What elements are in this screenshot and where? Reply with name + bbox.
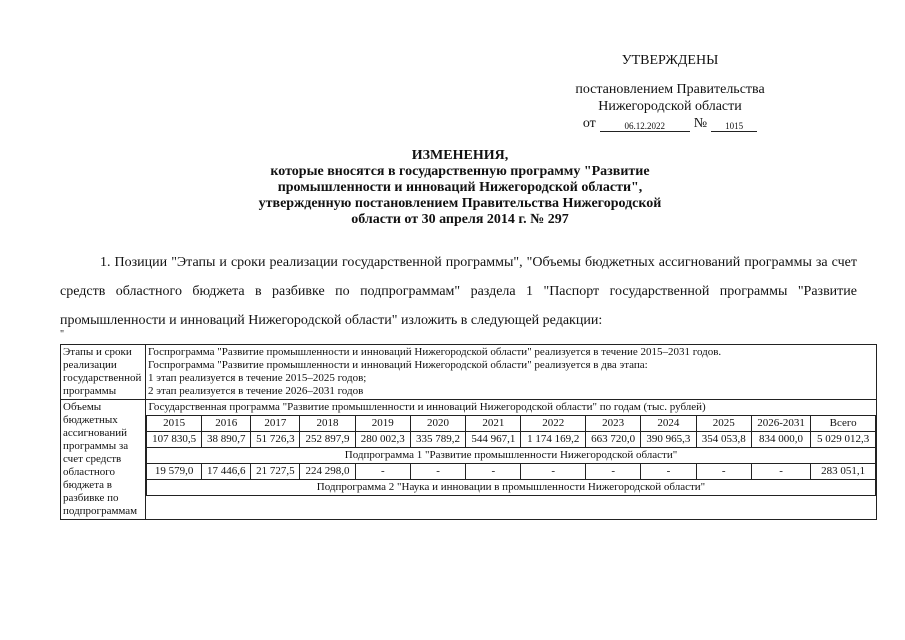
budget-header: Государственная программа "Развитие промышленности и инноваций Нижегородской области" по годам (тыс. рублей) — [147, 400, 876, 416]
heading-line5: области от 30 апреля 2014 г. № 297 — [351, 212, 569, 227]
year-cell: 2016 — [202, 416, 251, 432]
heading-line1: ИЗМЕНЕНИЯ, — [411, 148, 509, 163]
sub2-title: Подпрограмма 2 "Наука и инновации в промышленности Нижегородской области" — [147, 480, 876, 496]
approval-date-row — [560, 115, 780, 132]
sub1-cell: - — [410, 464, 465, 480]
budget-label: Объемы бюджетных ассигнований программы за счет средств областного бюджета в разбивке по подпрограммам — [61, 400, 146, 520]
total-cell: 544 967,1 — [466, 432, 521, 448]
year-cell: 2018 — [300, 416, 355, 432]
approval-number: 1015 — [711, 121, 757, 132]
total-cell: 107 830,5 — [147, 432, 202, 448]
sub1-cell: 19 579,0 — [147, 464, 202, 480]
budget-table — [146, 400, 876, 496]
stages-content — [146, 345, 877, 400]
year-cell: 2023 — [586, 416, 641, 432]
stages-text1: Госпрограмма "Развитие промышленности и инноваций Нижегородской области" реализуется в течение 2015–2031 годов. — [148, 346, 722, 358]
approval-title: УТВЕРЖДЕНЫ — [621, 53, 719, 68]
heading-line2: которые вносятся в государственную программу "Развитие — [270, 164, 650, 179]
sub1-title: Подпрограмма 1 "Развитие промышленности Нижегородской области" — [147, 448, 876, 464]
total-cell: 280 002,3 — [355, 432, 410, 448]
sub1-cell: 283 051,1 — [811, 464, 876, 480]
year-cell: 2019 — [355, 416, 410, 432]
sub1-cell: 21 727,5 — [251, 464, 300, 480]
sub1-cell: - — [586, 464, 641, 480]
budget-row — [61, 400, 877, 520]
heading-line3: промышленности и инноваций Нижегородской области", — [277, 180, 643, 195]
sub1-cell: - — [466, 464, 521, 480]
year-cell: 2022 — [521, 416, 586, 432]
years-row — [147, 416, 876, 432]
passport-table — [60, 344, 877, 520]
open-quote: " — [60, 329, 65, 340]
sub1-cell: - — [696, 464, 751, 480]
approval-date: 06.12.2022 — [600, 121, 690, 132]
stages-row — [61, 345, 877, 400]
total-cell: 390 965,3 — [641, 432, 696, 448]
approval-block — [560, 52, 780, 132]
total-cell: 252 897,9 — [300, 432, 355, 448]
budget-content — [146, 400, 877, 520]
heading-line4: утвержденную постановлением Правительства Нижегородской — [258, 196, 662, 211]
year-cell: 2017 — [251, 416, 300, 432]
year-cell: Всего — [811, 416, 876, 432]
total-cell: 5 029 012,3 — [811, 432, 876, 448]
sub1-cell: - — [641, 464, 696, 480]
paragraph-text: 1. Позиции "Этапы и сроки реализации государственной программы", "Объемы бюджетных ассигнований программы за счет средств областного бюджета в разбивке по подпрограммам" раздела 1 "Паспорт государственной программы "Развитие промышленности и инноваций Нижегородской области" изложить в следующей редакции: — [60, 255, 857, 328]
stages-text2: Госпрограмма "Развитие промышленности и инноваций Нижегородской области" реализуется в два этапа: — [148, 359, 648, 371]
stages-text4: 2 этап реализуется в течение 2026–2031 годов — [148, 385, 364, 397]
number-label: № — [693, 116, 708, 131]
sub1-row — [147, 464, 876, 480]
total-cell: 335 789,2 — [410, 432, 465, 448]
total-cell: 834 000,0 — [751, 432, 810, 448]
totals-row — [147, 432, 876, 448]
total-cell: 51 726,3 — [251, 432, 300, 448]
year-cell: 2021 — [466, 416, 521, 432]
stages-label: Этапы и сроки реализации государственной программы — [61, 345, 146, 400]
year-cell: 2024 — [641, 416, 696, 432]
total-cell: 663 720,0 — [586, 432, 641, 448]
year-cell: 2015 — [147, 416, 202, 432]
approval-line2: Нижегородской области — [598, 99, 742, 114]
year-cell: 2020 — [410, 416, 465, 432]
sub1-cell: - — [355, 464, 410, 480]
approval-line1: постановлением Правительства — [575, 82, 765, 97]
intro-paragraph — [60, 248, 857, 335]
sub1-cell: 17 446,6 — [202, 464, 251, 480]
total-cell: 1 174 169,2 — [521, 432, 586, 448]
sub1-cell: - — [521, 464, 586, 480]
total-cell: 38 890,7 — [202, 432, 251, 448]
sub1-cell: 224 298,0 — [300, 464, 355, 480]
stages-text3: 1 этап реализуется в течение 2015–2025 годов; — [148, 372, 367, 384]
sub1-cell: - — [751, 464, 810, 480]
year-cell: 2025 — [696, 416, 751, 432]
from-label: от — [582, 116, 596, 131]
year-cell: 2026-2031 — [751, 416, 810, 432]
document-heading — [225, 148, 695, 228]
total-cell: 354 053,8 — [696, 432, 751, 448]
